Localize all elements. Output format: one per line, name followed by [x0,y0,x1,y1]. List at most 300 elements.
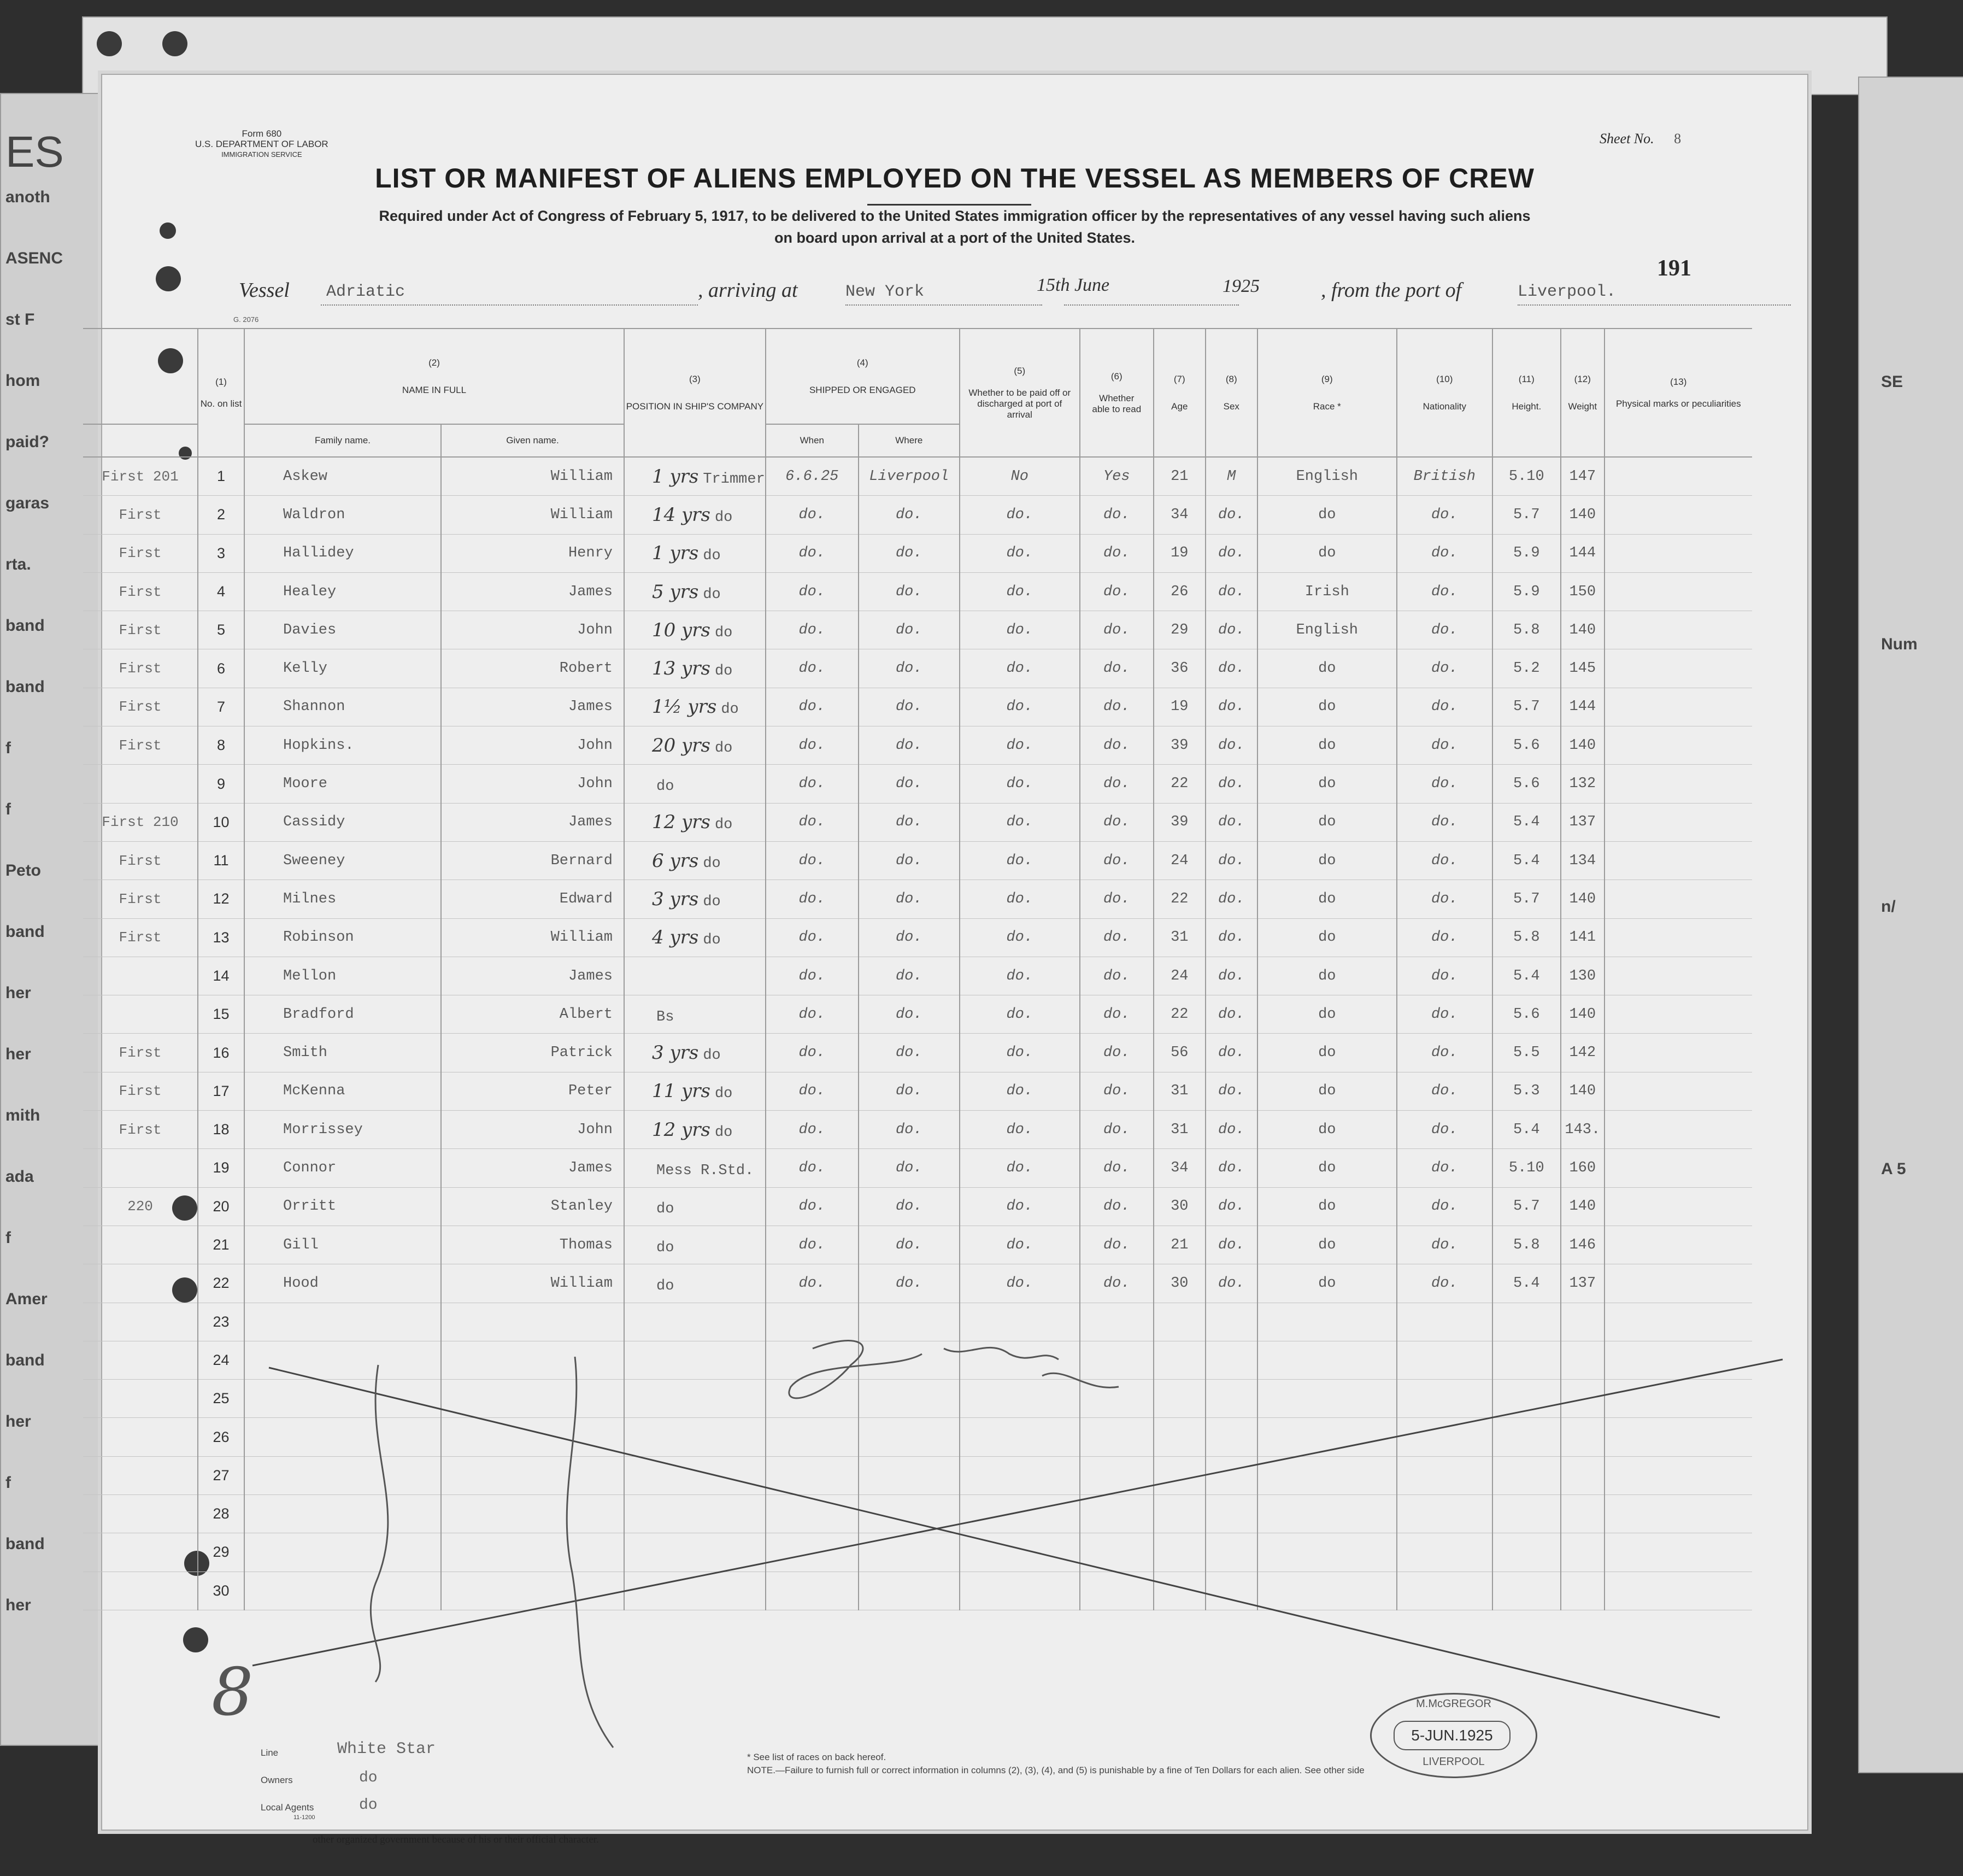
position: do [714,817,733,834]
cross-out-line [252,1359,1783,1666]
family-name-cell: Robinson [244,918,441,957]
family-name-cell: Morrissey [244,1111,441,1149]
left-edge-fragment: ES [5,127,64,176]
age-cell: 39 [1154,803,1206,841]
left-edge-fragment: hom [5,372,40,390]
inspector-signature [789,1341,1119,1398]
left-edge-fragment: band [5,1351,45,1369]
height-cell: 5.8 [1492,918,1561,957]
age-cell: 19 [1154,688,1206,726]
able-to-read-cell: do. [1080,1187,1154,1226]
row-number: 7 [198,688,244,726]
age-cell: 22 [1154,880,1206,918]
paid-off-cell: do. [960,688,1080,726]
sex-cell: do. [1206,1226,1257,1264]
paid-off-cell: do. [960,572,1080,611]
service-years-handwritten: 11 yrs [652,1080,710,1103]
cancellation-overlay [102,75,1807,1830]
height-cell: 5.5 [1492,1034,1561,1072]
row-number: 23 [198,1303,244,1341]
sex-cell: do. [1206,496,1257,534]
col-race-header: (9) Race * [1257,329,1397,457]
row-number: 26 [198,1418,244,1456]
weight-cell: 145 [1561,649,1605,688]
subtitle-line-1: Required under Act of Congress of February 5, 1917, to be delivered to the United States immigration officer by the representatives of any vessel having such aliens [379,208,1531,224]
shipped-where-cell: do. [859,572,960,611]
row-number: 13 [198,918,244,957]
able-to-read-cell: do. [1080,1226,1154,1264]
able-to-read-cell: do. [1080,496,1154,534]
age-cell: 31 [1154,918,1206,957]
sex-cell: do. [1206,841,1257,880]
left-edge-fragment: rta. [5,555,31,573]
col-marks-header: (13) Physical marks or peculiarities [1605,329,1752,457]
nationality-cell: British [1397,457,1492,496]
service-years-handwritten: 3 yrs [652,1042,699,1064]
able-to-read-cell: do. [1080,995,1154,1034]
weight-cell: 140 [1561,496,1605,534]
family-name-cell: Orritt [244,1187,441,1226]
able-to-read-cell: do. [1080,765,1154,803]
race-cell: do [1257,765,1397,803]
paid-off-cell: do. [960,1264,1080,1303]
position: Trimmer [703,471,765,488]
row-mark: First [83,880,198,918]
shipped-where-cell: do. [859,880,960,918]
race-cell: do [1257,1034,1397,1072]
left-edge-fragment: ada [5,1168,34,1186]
weight-cell: 147 [1561,457,1605,496]
age-cell: 21 [1154,457,1206,496]
height-cell: 5.3 [1492,1072,1561,1110]
given-name: John [577,1121,613,1138]
given-name: Peter [568,1083,613,1100]
position: do [703,932,721,949]
family-name-cell: Sweeney [244,841,441,880]
row-mark: First [83,918,198,957]
given-name: Albert [559,1006,613,1023]
shipped-when-cell: do. [766,1034,859,1072]
paid-off-cell: do. [960,1187,1080,1226]
agents-value: do [359,1797,378,1814]
paid-off-cell: do. [960,726,1080,765]
service-years-handwritten: 12 yrs [652,1118,710,1141]
page-stamp-number: 191 [1657,256,1691,281]
shipped-when-cell: do. [766,496,859,534]
race-cell: do [1257,1072,1397,1110]
subtitle-line-2: on board upon arrival at a port of the United States. [774,230,1136,246]
weight-cell: 140 [1561,611,1605,649]
height-cell: 5.4 [1492,803,1561,841]
weight-cell: 143. [1561,1111,1605,1149]
shipped-when-cell: do. [766,1072,859,1110]
row-number: 15 [198,995,244,1034]
vessel-name: Adriatic [326,283,405,301]
height-cell: 5.10 [1492,457,1561,496]
weight-cell: 137 [1561,1264,1605,1303]
shipped-when-cell: do. [766,880,859,918]
weight-cell: 140 [1561,995,1605,1034]
left-edge-fragment: f [5,1229,11,1247]
shipped-when-cell: do. [766,1111,859,1149]
family-name-cell: Connor [244,1149,441,1187]
age-cell: 22 [1154,765,1206,803]
paid-off-cell: No [960,457,1080,496]
service-years-handwritten: 4 yrs [652,927,699,949]
sex-cell: do. [1206,1072,1257,1110]
height-cell: 5.4 [1492,1264,1561,1303]
given-name: James [568,699,613,716]
position: do [703,855,721,872]
shipped-where-cell: do. [859,611,960,649]
left-edge-fragment: band [5,923,45,941]
row-number: 12 [198,880,244,918]
position: do [703,893,721,910]
nationality-cell: do. [1397,1187,1492,1226]
paid-off-cell: do. [960,1111,1080,1149]
able-to-read-cell: do. [1080,957,1154,995]
row-number: 19 [198,1149,244,1187]
row-mark: First [83,572,198,611]
col-position-header: (3) POSITION IN SHIP'S COMPANY [624,329,766,457]
service-years-handwritten: 13 yrs [652,658,710,680]
race-cell: do [1257,1187,1397,1226]
race-cell: Irish [1257,572,1397,611]
paid-off-cell: do. [960,803,1080,841]
row-number: 24 [198,1341,244,1379]
height-cell: 5.6 [1492,726,1561,765]
bottom-edge-text: other organized government because of his or their official character. [313,1834,599,1845]
position: do [714,740,733,757]
able-to-read-cell: do. [1080,572,1154,611]
able-to-read-cell: do. [1080,688,1154,726]
height-cell: 5.7 [1492,688,1561,726]
underlying-page-right [1858,77,1963,1773]
age-cell: 34 [1154,1149,1206,1187]
able-to-read-cell: do. [1080,841,1154,880]
position: do [703,548,721,565]
arriving-label: , arriving at [698,279,798,302]
col-where-header: Where [859,424,960,457]
line-value: White Star [337,1740,436,1758]
shipped-when-cell: do. [766,957,859,995]
sex-cell: do. [1206,765,1257,803]
shipped-where-cell: do. [859,918,960,957]
family-name-cell: Askew [244,457,441,496]
age-cell: 21 [1154,1226,1206,1264]
race-cell: do [1257,534,1397,572]
agents-label: Local Agents [261,1802,314,1813]
family-name-cell: Hopkins. [244,726,441,765]
row-mark: First [83,649,198,688]
shipped-when-cell: do. [766,1187,859,1226]
weight-cell: 144 [1561,688,1605,726]
punch-hole [162,31,187,56]
family-name-cell: Milnes [244,880,441,918]
service-years-handwritten: 10 yrs [652,619,710,641]
given-name: William [550,929,613,946]
row-mark: 220 [83,1187,198,1226]
able-to-read-cell: Yes [1080,457,1154,496]
row-mark: First [83,1072,198,1110]
weight-cell: 134 [1561,841,1605,880]
position: do [714,1124,733,1141]
height-cell: 5.9 [1492,534,1561,572]
paid-off-cell: do. [960,765,1080,803]
shipped-where-cell: do. [859,995,960,1034]
row-number: 27 [198,1456,244,1494]
shipped-where-cell: do. [859,688,960,726]
position: do [656,1239,674,1256]
height-cell: 5.2 [1492,649,1561,688]
given-name: Stanley [550,1198,613,1215]
left-edge-fragment: garas [5,494,50,512]
family-name-cell: Moore [244,765,441,803]
left-edge-fragment: mith [5,1106,40,1124]
service-years-handwritten: 12 yrs [652,811,710,834]
left-edge-fragment: her [5,1045,31,1063]
race-cell: do [1257,1264,1397,1303]
height-cell: 5.7 [1492,1187,1561,1226]
paid-off-cell: do. [960,957,1080,995]
stamp-bottom-text: LIVERPOOL [1423,1756,1485,1768]
sex-cell: do. [1206,957,1257,995]
shipped-when-cell: do. [766,649,859,688]
shipped-when-cell: do. [766,1226,859,1264]
service-years-handwritten: 20 yrs [652,734,710,757]
row-number: 9 [198,765,244,803]
row-number: 3 [198,534,244,572]
left-edge-fragment: ASENC [5,249,63,267]
position: do [656,778,674,795]
row-number: 29 [198,1533,244,1572]
nationality-cell: do. [1397,1072,1492,1110]
family-name-cell: Shannon [244,688,441,726]
race-cell: do [1257,957,1397,995]
paid-off-cell: do. [960,841,1080,880]
position: do [703,586,721,603]
race-cell: do [1257,995,1397,1034]
height-cell: 5.9 [1492,572,1561,611]
position: Bs [656,1009,674,1025]
row-mark: First [83,1111,198,1149]
race-cell: do [1257,688,1397,726]
given-name: John [577,622,613,638]
col-age-header: (7) Age [1154,329,1206,457]
from-port-label: , from the port of [1321,279,1462,302]
service-years-handwritten: 1 yrs [652,542,699,565]
left-edge-fragment: Amer [5,1290,48,1308]
arriving-port: New York [845,283,925,301]
height-cell: 5.8 [1492,611,1561,649]
shipped-when-cell: do. [766,1264,859,1303]
sex-cell: do. [1206,1264,1257,1303]
row-number: 6 [198,649,244,688]
shipped-where-cell: do. [859,649,960,688]
row-mark: First [83,688,198,726]
row-mark: First [83,1034,198,1072]
nationality-cell: do. [1397,1111,1492,1149]
shipped-when-cell: do. [766,611,859,649]
weight-cell: 130 [1561,957,1605,995]
weight-cell: 146 [1561,1226,1605,1264]
row-number: 4 [198,572,244,611]
able-to-read-cell: do. [1080,1149,1154,1187]
left-edge-fragment: band [5,678,45,696]
right-edge-fragment: A 5 [1881,1160,1906,1178]
nationality-cell: do. [1397,1264,1492,1303]
position: Mess R.Std. [656,1162,754,1179]
race-cell: do [1257,1111,1397,1149]
weight-cell: 140 [1561,880,1605,918]
sex-cell: do. [1206,534,1257,572]
paid-off-cell: do. [960,1072,1080,1110]
paid-off-cell: do. [960,918,1080,957]
weight-cell: 150 [1561,572,1605,611]
nationality-cell: do. [1397,1034,1492,1072]
height-cell: 5.8 [1492,1226,1561,1264]
races-note: * See list of races on back hereof. [747,1752,886,1762]
family-name-cell: Gill [244,1226,441,1264]
form-code: G. 2076 [233,315,259,324]
sex-cell: do. [1206,803,1257,841]
able-to-read-cell: do. [1080,803,1154,841]
row-mark: First [83,534,198,572]
family-name-cell: McKenna [244,1072,441,1110]
able-to-read-cell: do. [1080,534,1154,572]
given-name: John [577,776,613,793]
age-cell: 24 [1154,841,1206,880]
height-cell: 5.4 [1492,841,1561,880]
shipped-where-cell: do. [859,765,960,803]
arrival-year: 1925 [1223,276,1260,296]
height-cell: 5.7 [1492,496,1561,534]
age-cell: 36 [1154,649,1206,688]
paid-off-cell: do. [960,1034,1080,1072]
paid-off-cell: do. [960,995,1080,1034]
row-number: 22 [198,1264,244,1303]
sex-cell: do. [1206,880,1257,918]
paid-off-cell: do. [960,1149,1080,1187]
form-number: Form 680 [242,128,282,139]
weight-cell: 140 [1561,1072,1605,1110]
nationality-cell: do. [1397,841,1492,880]
left-edge-fragment: f [5,800,11,818]
able-to-read-cell: do. [1080,880,1154,918]
able-to-read-cell: do. [1080,1111,1154,1149]
shipped-when-cell: do. [766,803,859,841]
row-number: 16 [198,1034,244,1072]
age-cell: 30 [1154,1264,1206,1303]
family-name-cell: Smith [244,1034,441,1072]
shipped-when-cell: do. [766,572,859,611]
sex-cell: do. [1206,726,1257,765]
race-cell: do [1257,803,1397,841]
able-to-read-cell: do. [1080,649,1154,688]
weight-cell: 142 [1561,1034,1605,1072]
shipped-where-cell: do. [859,1111,960,1149]
shipped-where-cell: do. [859,1149,960,1187]
sex-cell: M [1206,457,1257,496]
height-cell: 5.4 [1492,1111,1561,1149]
able-to-read-cell: do. [1080,1072,1154,1110]
col-no-header: (1) No. on list [198,329,244,457]
manifest-sheet [101,74,1808,1845]
position: do [714,1086,733,1103]
left-edge-fragment: her [5,1596,31,1614]
footer-form-code: 11-1200 [293,1814,315,1821]
position: do [714,663,733,680]
line-label: Line [261,1748,279,1758]
shipped-where-cell: do. [859,496,960,534]
given-name: John [577,737,613,754]
col-given-name-header: Given name. [441,424,624,457]
age-cell: 22 [1154,995,1206,1034]
age-cell: 19 [1154,534,1206,572]
able-to-read-cell: do. [1080,1264,1154,1303]
position: do [721,701,739,718]
position: do [656,1201,674,1218]
service-years-handwritten: 6 yrs [652,849,699,872]
left-edge-fragment: paid? [5,433,49,451]
col-weight-header: (12) Weight [1561,329,1605,457]
punch-hole [97,31,122,56]
given-name: Thomas [559,1236,613,1253]
race-cell: English [1257,611,1397,649]
shipped-when-cell: do. [766,841,859,880]
left-edge-fragment: band [5,617,45,635]
family-name-cell: Davies [244,611,441,649]
row-number: 1 [198,457,244,496]
sex-cell: do. [1206,572,1257,611]
service-years-handwritten: 5 yrs [652,581,699,603]
family-name-cell: Healey [244,572,441,611]
nationality-cell: do. [1397,1226,1492,1264]
row-number: 28 [198,1495,244,1533]
col-sex-header: (8) Sex [1206,329,1257,457]
col-read-header: (6) Whether able to read [1080,329,1154,457]
age-cell: 26 [1154,572,1206,611]
sheet-mark-handwritten: 8 [211,1655,254,1731]
race-cell: do [1257,841,1397,880]
height-cell: 5.6 [1492,995,1561,1034]
given-name: Robert [559,660,613,677]
nationality-cell: do. [1397,611,1492,649]
shipped-where-cell: do. [859,957,960,995]
row-number: 14 [198,957,244,995]
shipped-when-cell: 6.6.25 [766,457,859,496]
given-name: Edward [559,890,613,907]
shipped-where-cell: do. [859,726,960,765]
col-paid-off-header: (5) Whether to be paid off or discharged at port of arrival [960,329,1080,457]
given-name: James [568,814,613,831]
sex-cell: do. [1206,1111,1257,1149]
nationality-cell: do. [1397,649,1492,688]
row-number: 5 [198,611,244,649]
nationality-cell: do. [1397,726,1492,765]
age-cell: 56 [1154,1034,1206,1072]
family-name-cell: Cassidy [244,803,441,841]
sex-cell: do. [1206,995,1257,1034]
penalty-note: NOTE.—Failure to furnish full or correct information in columns (2), (3), (4), and (5) is punishable by a fine of Ten Dollars for each alien. See other side [747,1765,1365,1775]
row-mark: First [83,496,198,534]
given-name: James [568,583,613,600]
service-years-handwritten: 1½ yrs [652,696,717,718]
stamp-top-text: M.McGREGOR [1416,1698,1491,1710]
shipped-where-cell: do. [859,1072,960,1110]
right-edge-fragment: n/ [1881,898,1896,916]
row-mark: First [83,726,198,765]
